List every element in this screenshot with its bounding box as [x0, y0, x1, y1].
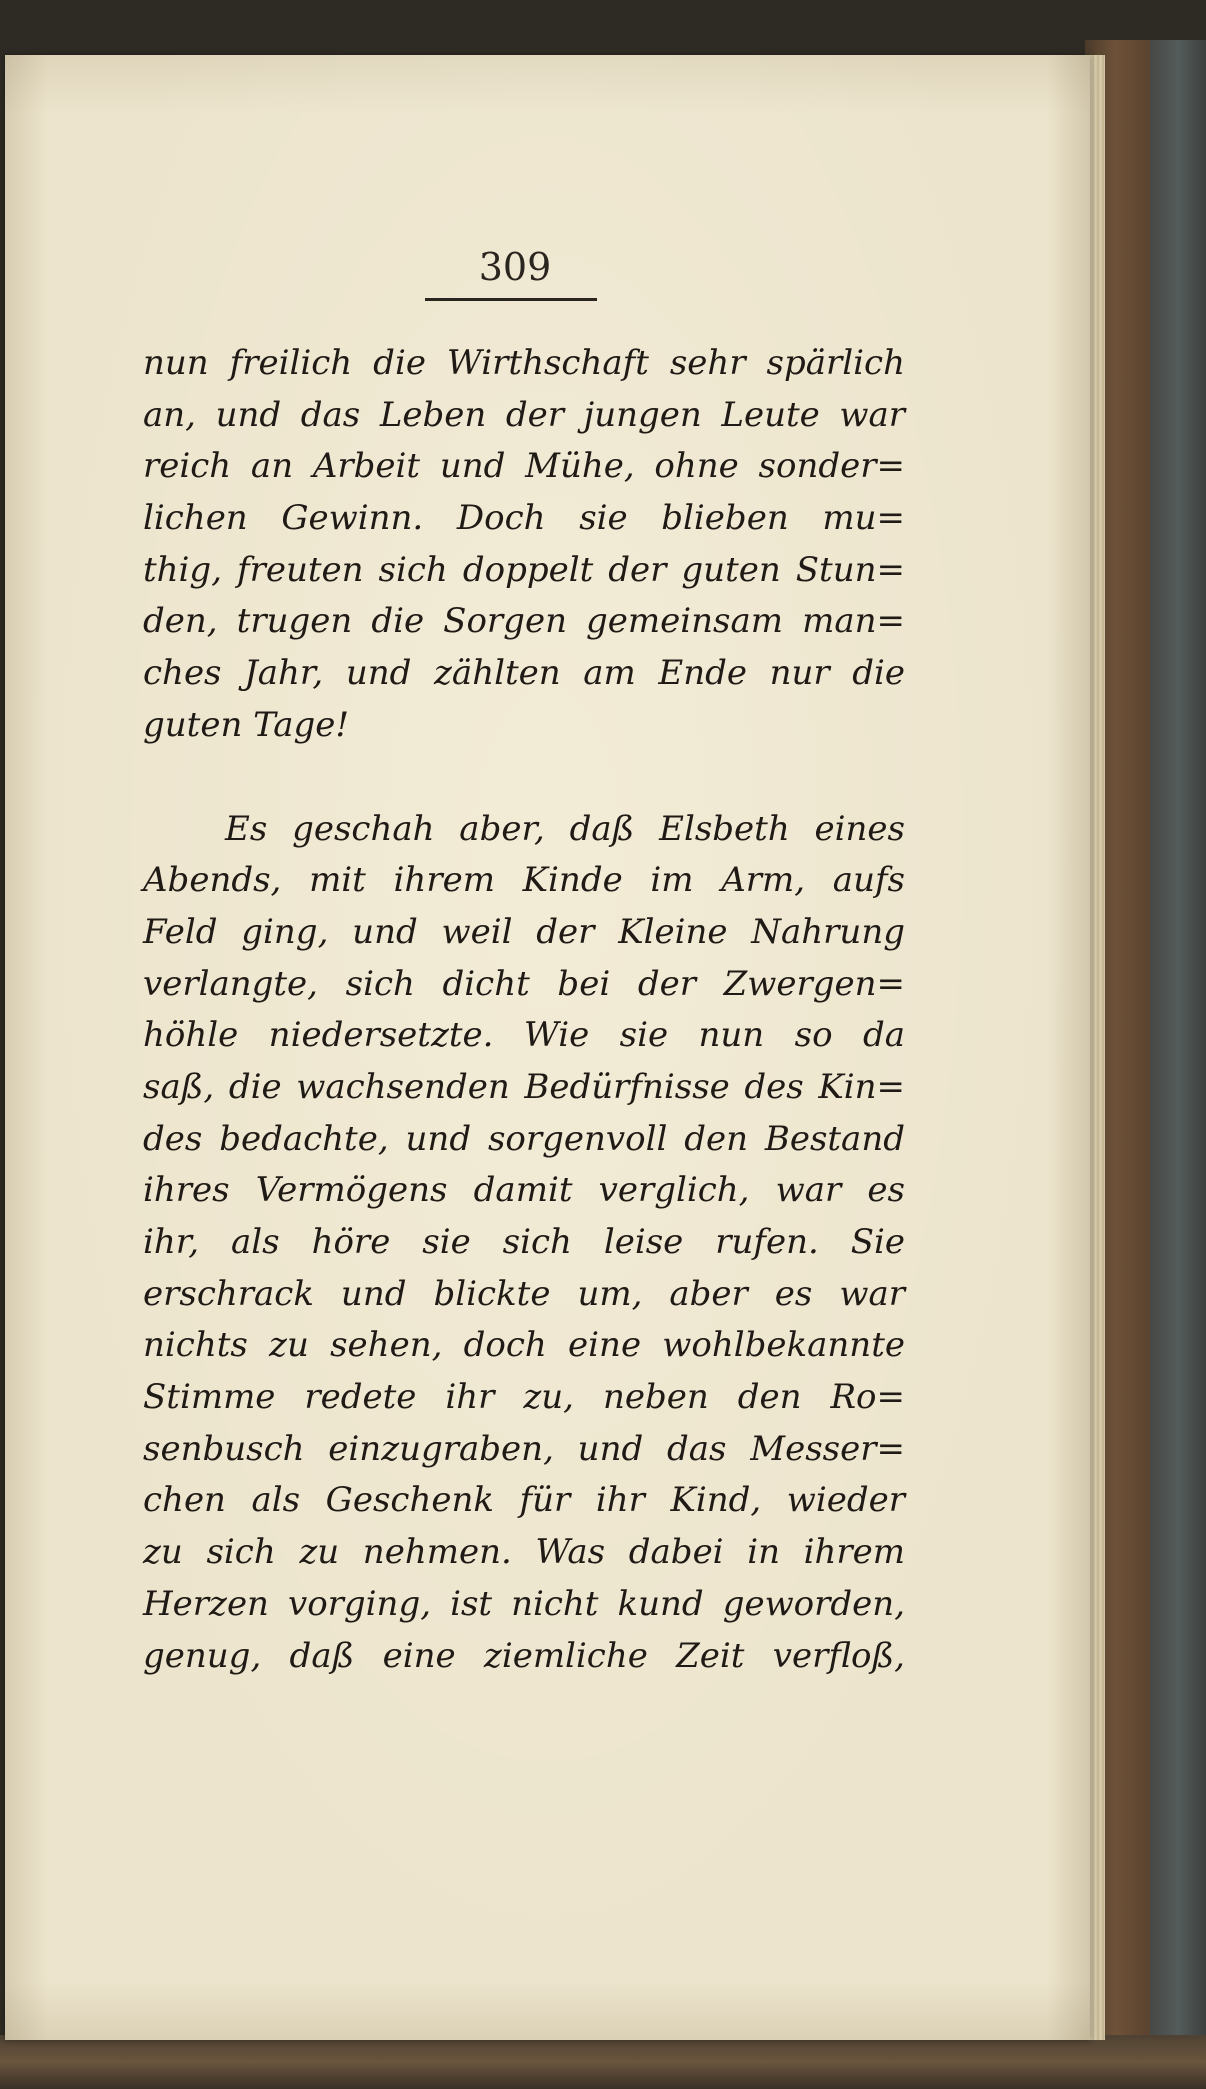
text-line: thig, freuten sich doppelt der guten Stun=: [143, 549, 905, 590]
page-number-rule: [425, 298, 597, 301]
text-line: ihr, als höre sie sich leise rufen. Sie: [143, 1222, 905, 1262]
text-line: Feld ging, und weil der Kleine Nahrung: [143, 911, 905, 952]
text-line: ihres Vermögens damit verglich, war es: [143, 1170, 905, 1211]
text-line: reich an Arbeit und Mühe, ohne sonder=: [143, 446, 905, 487]
text-line: des bedachte, und sorgenvoll den Bestand: [143, 1118, 905, 1159]
text-line: Es geschah aber, daß Elsbeth eines: [225, 808, 905, 849]
book-page: [5, 55, 1090, 2040]
text-line: guten Tage!: [143, 704, 350, 745]
text-line: den, trugen die Sorgen gemeinsam man=: [143, 601, 905, 642]
page-number: 309: [478, 245, 552, 289]
text-line: verlangte, sich dicht bei der Zwergen=: [143, 963, 905, 1004]
text-line: nun freilich die Wirthschaft sehr spärlich: [143, 343, 905, 383]
text-line: an, und das Leben der jungen Leute war: [143, 394, 905, 435]
text-block: [143, 338, 905, 1682]
text-line: ches Jahr, und zählten am Ende nur die: [143, 653, 905, 694]
paragraph-2: [143, 804, 905, 1683]
text-line: nichts zu sehen, doch eine wohlbekannte: [143, 1325, 905, 1366]
text-line: erschrack und blickte um, aber es war: [143, 1273, 905, 1314]
book-cover-bottom: [0, 2035, 1206, 2089]
text-line: Herzen vorging, ist nicht kund geworden,: [143, 1583, 905, 1624]
text-line: lichen Gewinn. Doch sie blieben mu=: [143, 498, 905, 539]
text-line: höhle niedersetzte. Wie sie nun so da: [143, 1015, 905, 1056]
paragraph-1: [143, 338, 905, 752]
text-line: chen als Geschenk für ihr Kind, wieder: [143, 1480, 905, 1521]
text-line: Abends, mit ihrem Kinde im Arm, aufs: [143, 860, 905, 901]
text-line: Stimme redete ihr zu, neben den Ro=: [143, 1377, 905, 1418]
text-line: zu sich zu nehmen. Was dabei in ihrem: [143, 1532, 905, 1573]
text-line: senbusch einzugraben, und das Messer=: [143, 1428, 905, 1469]
book-cover-edge: [1150, 40, 1206, 2060]
text-line: saß, die wachsenden Bedürfnisse des Kin=: [143, 1066, 905, 1107]
text-line: genug, daß eine ziemliche Zeit verfloß,: [143, 1635, 905, 1676]
paragraph-gap: [143, 752, 905, 804]
